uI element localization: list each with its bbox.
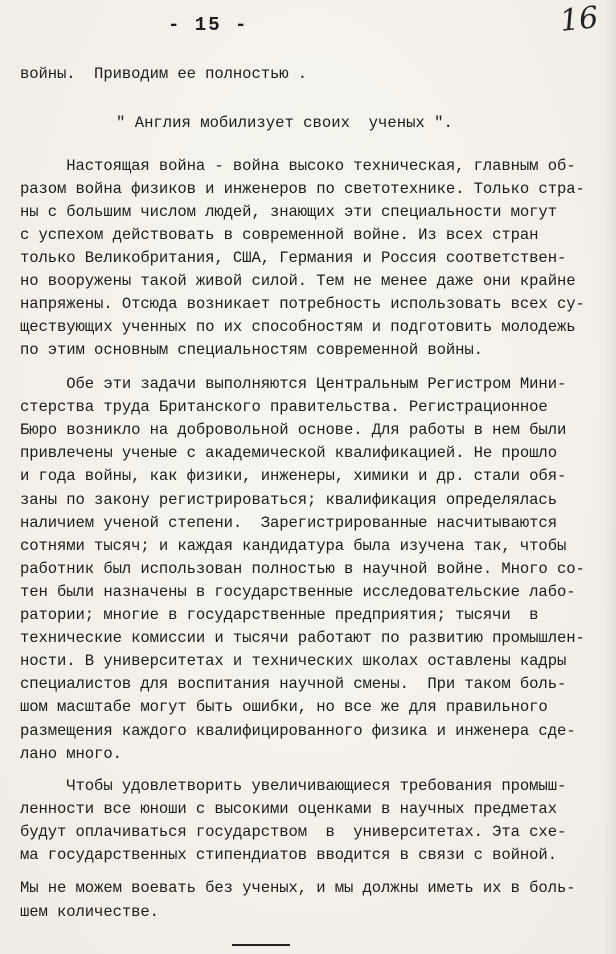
text-line: шем количестве. [20, 903, 159, 921]
text-line: ратории; многие в государственные предприятия; тысячи в [20, 606, 539, 624]
text-line: работник был использован полностью в научной войне. Много со- [20, 559, 585, 578]
text-line: Бюро возникло на добровольной основе. Для работы в нем были [20, 421, 567, 440]
text-line: ма государственных стипендиатов вводится в связи с войной. [20, 846, 557, 864]
text-line: тен были назначены в государственные исследовательские лабо- [20, 582, 576, 601]
text-line: специалистов для воспитания научной смены. При таком боль- [20, 675, 567, 694]
text-line: с успехом действовать в современной войне. Из всех стран [20, 226, 539, 244]
text-line: только Великобритания, США, Германия и Россия соответствен- [20, 249, 567, 267]
handwritten-page-number: 16 [558, 0, 600, 39]
page-number: - 15 - [168, 14, 249, 36]
text-line: заны по закону регистрироваться; квалификация определялась [20, 490, 557, 509]
text-line: Обе эти задачи выполняются Центральным Регистром Мини- [20, 375, 567, 393]
text-line: ленности все юноши с высокими оценками в научных предметах [20, 800, 557, 818]
text-line: разом война физиков и инженеров по светотехнике. Только стра- [20, 180, 585, 198]
bottom-rule [232, 944, 290, 946]
text-line: стерства труда Британского правительства. Регистрационное [20, 398, 548, 417]
text-line: Чтобы удовлетворить увеличивающиеся требования промыш- [20, 777, 567, 795]
text-line: и года войны, как физики, инженеры, химики и др. стали обя- [20, 467, 567, 486]
page-edge-shadow [602, 0, 616, 954]
text-line: ществующих ученных по их способностям и подготовить молодежь [20, 318, 576, 336]
text-line: ности. В университетах и технических школах оставлены кадры [20, 652, 567, 671]
text-line: шом масштабе могут быть ошибки, но все же для правильного [20, 698, 548, 717]
text-line: привлечены ученые с академической квалификацией. Не прошло [20, 444, 557, 463]
text-line: Настоящая война - война высоко техническая, главным об- [20, 157, 576, 175]
section-title: " Англия мобилизует своих ученых ". [116, 114, 453, 132]
text-line: ны с большим числом людей, знающих эти специальности могут [20, 203, 557, 221]
intro-line: войны. Приводим ее полностью . [20, 65, 307, 83]
text-line: по этим основным специальностям современной войны. [20, 341, 483, 359]
text-line: лано много. [20, 744, 122, 763]
text-line: будут оплачиваться государством в университетах. Эта схе- [20, 823, 567, 841]
text-line: напряжены. Отсюда возникает потребность использовать всех су- [20, 295, 585, 313]
text-line: размещения каждого квалифицированного физика и инженера сде- [20, 721, 576, 740]
text-line: технические комиссии и тысячи работают по развитию промышлен- [20, 629, 585, 648]
text-line: наличием ученой степени. Зарегистрированные насчитываются [20, 513, 557, 532]
text-line: но вооружены такой живой силой. Тем не менее даже они крайне [20, 272, 576, 290]
text-line: Мы не можем воевать без ученых, и мы должны иметь их в боль- [20, 879, 576, 897]
text-line: сотнями тысяч; и каждая кандидатура была изучена так, чтобы [20, 536, 567, 555]
